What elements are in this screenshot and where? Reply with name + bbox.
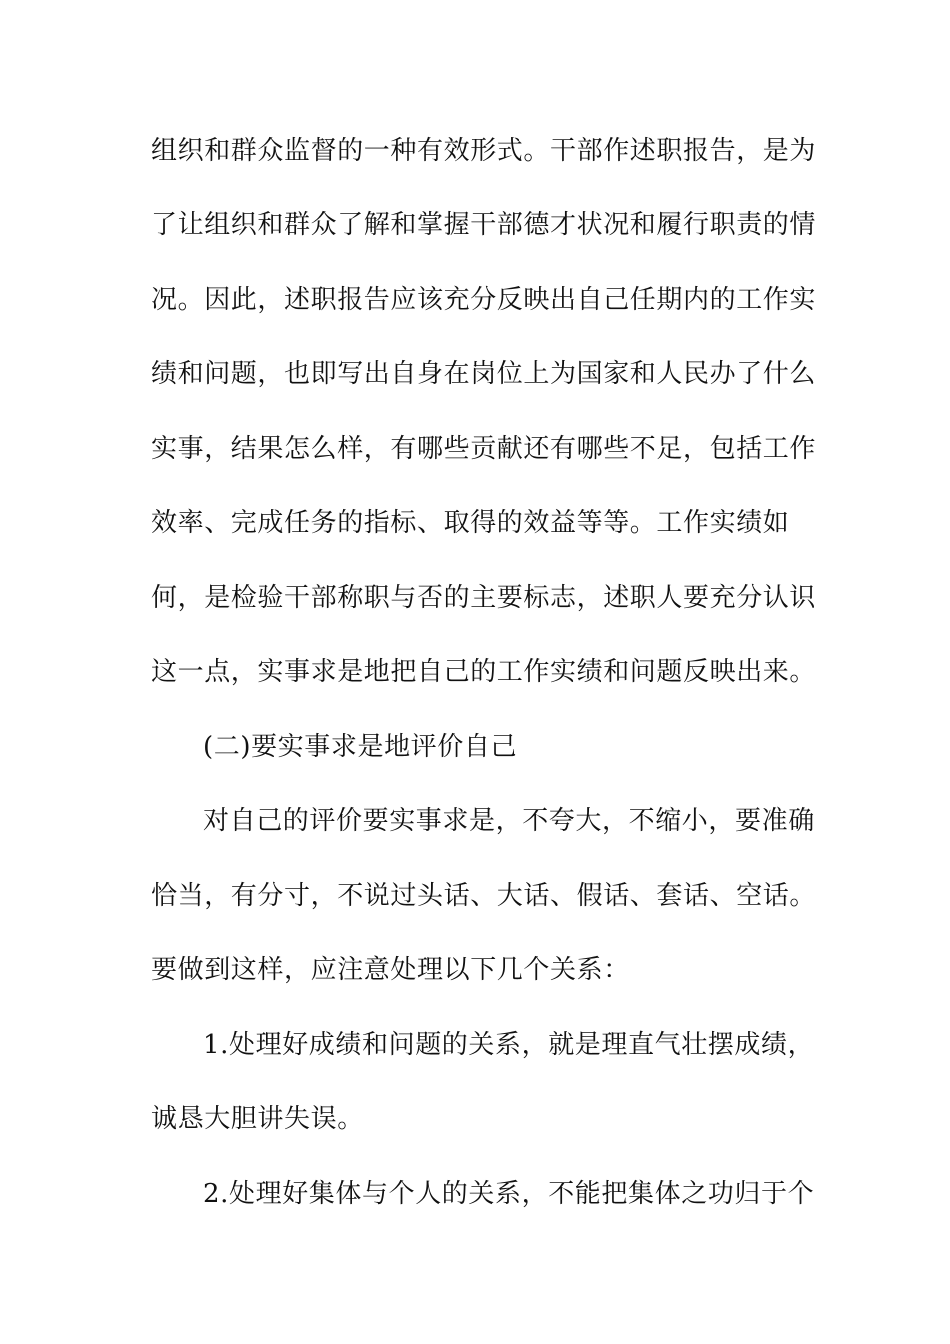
- list-item-text: 诚恳大胆讲失误。: [151, 1104, 364, 1134]
- list-item-text: 1.处理好成绩和问题的关系，就是理直气壮摆成绩，: [203, 1030, 815, 1060]
- text-line: 组织和群众监督的一种有效形式。干部作述职报告，是为: [151, 136, 817, 166]
- text-line: 这一点，实事求是地把自己的工作实绩和问题反映出来。: [151, 657, 817, 687]
- text-line: 绩和问题，也即写出自身在岗位上为国家和人民办了什么: [151, 359, 817, 389]
- text-line: 要做到这样，应注意处理以下几个关系：: [151, 955, 630, 985]
- text-line: 况。因此，述职报告应该充分反映出自己任期内的工作实: [151, 285, 817, 315]
- text-line: 何，是检验干部称职与否的主要标志，述职人要充分认识: [151, 583, 817, 613]
- section-heading: (二)要实事求是地评价自己: [203, 732, 518, 762]
- text-line: 实事，结果怎么样，有哪些贡献还有哪些不足，包括工作: [151, 434, 817, 464]
- list-item-text: 2.处理好集体与个人的关系，不能把集体之功归于个: [203, 1179, 815, 1209]
- text-line: 对自己的评价要实事求是，不夸大，不缩小，要准确: [203, 806, 815, 836]
- text-line: 恰当，有分寸，不说过头话、大话、假话、套话、空话。: [151, 881, 817, 911]
- text-line: 效率、完成任务的指标、取得的效益等等。工作实绩如: [151, 508, 790, 538]
- text-line: 了让组织和群众了解和掌握干部德才状况和履行职责的情: [151, 210, 817, 240]
